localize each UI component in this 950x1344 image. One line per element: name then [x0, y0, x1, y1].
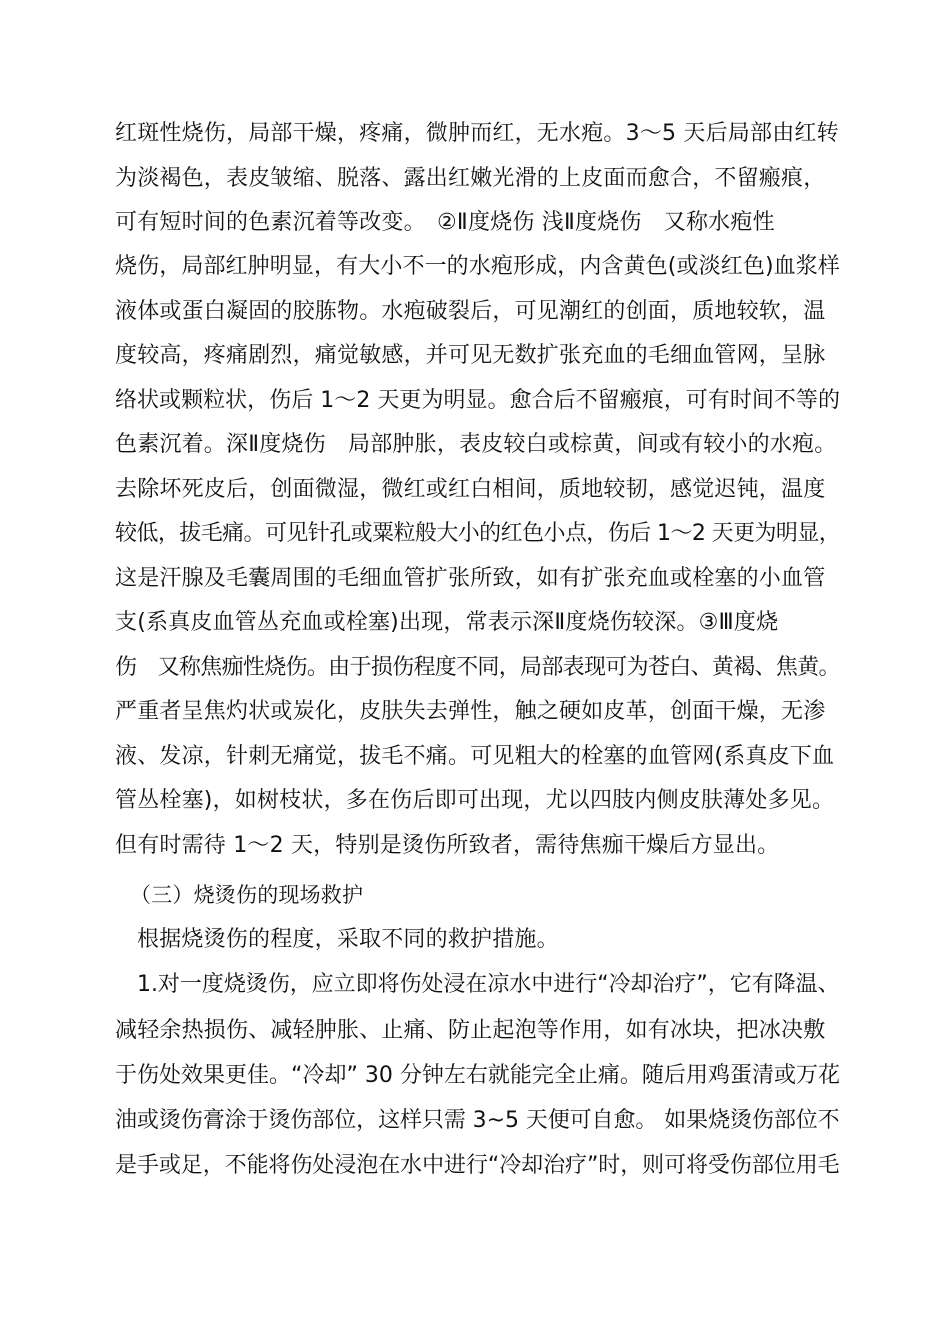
body-text-line: 严重者呈焦灼状或炭化，皮肤失去弹性，触之硬如皮革，创面干燥，无渗	[115, 699, 826, 724]
body-text-line: 液体或蛋白凝固的胶胨物。水疱破裂后，可见潮红的创面，质地较软，温	[115, 299, 826, 324]
body-text-line: 液、发凉，针刺无痛觉，拔毛不痛。可见粗大的栓塞的血管网(系真皮下血	[115, 744, 835, 769]
body-text-line: 支(系真皮血管丛充血或栓塞)出现，常表示深Ⅱ度烧伤较深。③Ⅲ度烧	[115, 610, 779, 635]
body-text-line: 这是汗腺及毛囊周围的毛细血管扩张所致，如有扩张充血或栓塞的小血管	[115, 566, 826, 591]
body-text-line: 络状或颗粒状，伤后 1～2 天更为明显。愈合后不留瘢痕，可有时间不等的	[115, 388, 840, 413]
body-text-line: 色素沉着。深Ⅱ度烧伤 局部肿胀，表皮较白或棕黄，间或有较小的水疱。	[115, 432, 837, 457]
item-1-line: 是手或足，不能将伤处浸泡在水中进行“冷却治疗”时，则可将受伤部位用毛	[115, 1153, 840, 1178]
body-text-line: 管丛栓塞)，如树枝状，多在伤后即可出现，尤以四肢内侧皮肤薄处多见。	[115, 788, 835, 813]
body-text-line: 去除坏死皮后，创面微湿，微红或红白相间，质地较韧，感觉迟钝，温度	[115, 477, 826, 502]
body-text-line: 较低，拔毛痛。可见针孔或粟粒般大小的红色小点，伤后 1～2 天更为明显，	[115, 521, 841, 546]
section-heading: （三）烧烫伤的现场救护	[130, 883, 364, 907]
body-text-line: 烧伤，局部红肿明显，有大小不一的水疱形成，内含黄色(或淡红色)血浆样	[115, 254, 840, 279]
item-1-line: 减轻余热损伤、减轻肿胀、止痛、防止起泡等作用，如有冰块，把冰决敷	[115, 1018, 826, 1043]
body-text-line: 度较高，疼痛剧烈，痛觉敏感，并可见无数扩张充血的毛细血管网，呈脉	[115, 343, 826, 368]
body-text-line: 红斑性烧伤，局部干燥，疼痛，微肿而红，无水疱。3～5 天后局部由红转	[115, 121, 839, 146]
body-text-line: 伤 又称焦痂性烧伤。由于损伤程度不同，局部表现可为苍白、黄褐、焦黄。	[115, 655, 840, 680]
body-text-line: 可有短时间的色素沉着等改变。 ②Ⅱ度烧伤 浅Ⅱ度烧伤 又称水疱性	[115, 210, 775, 235]
intro-paragraph: 根据烧烫伤的程度，采取不同的救护措施。	[137, 927, 559, 952]
item-1-line: 1.对一度烧烫伤，应立即将伤处浸在凉水中进行“冷却治疗”，它有降温、	[137, 972, 840, 997]
item-1-line: 油或烫伤膏涂于烫伤部位，这样只需 3~5 天便可自愈。 如果烧烫伤部位不	[115, 1108, 840, 1133]
body-text-line: 为淡褐色，表皮皱缩、脱落、露出红嫩光滑的上皮面而愈合，不留瘢痕，	[115, 166, 826, 191]
item-1-line: 于伤处效果更佳。“冷却” 30 分钟左右就能完全止痛。随后用鸡蛋清或万花	[115, 1063, 840, 1088]
body-text-line: 但有时需待 1～2 天，特别是烫伤所致者，需待焦痂干燥后方显出。	[115, 833, 780, 858]
